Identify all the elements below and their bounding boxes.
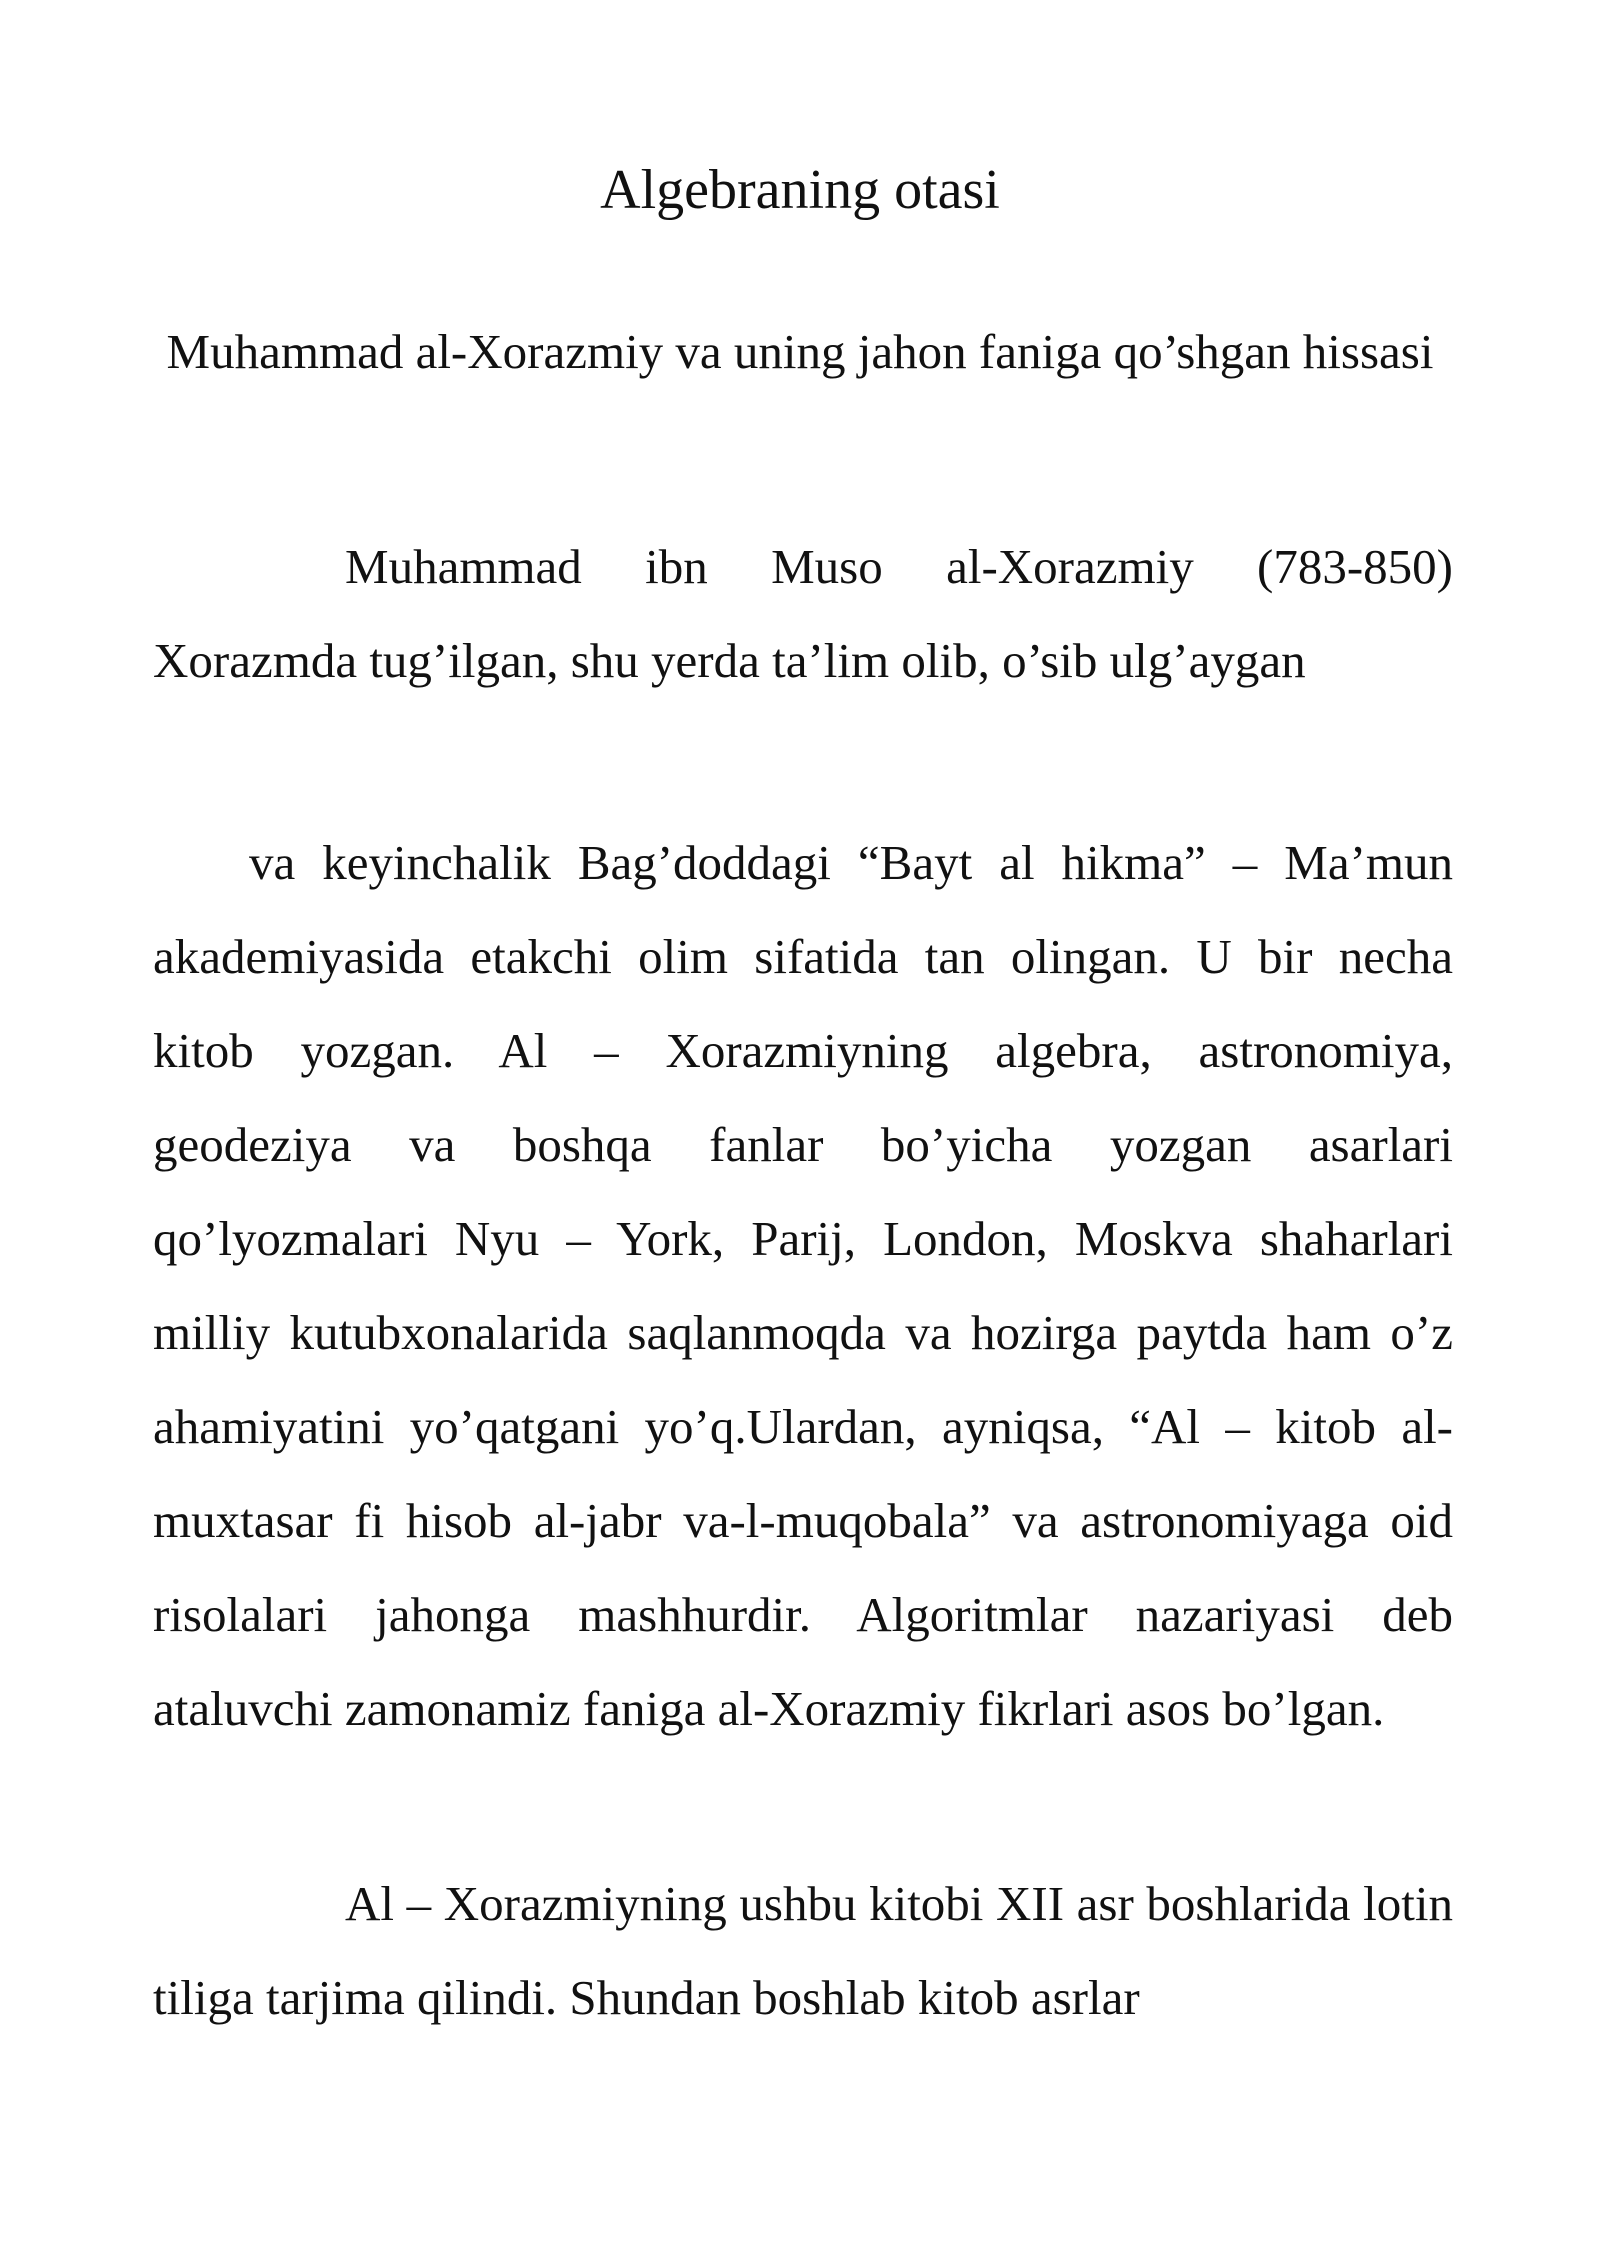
paragraph-2: va keyinchalik Bag’doddagi “Bayt al hikma” – Ma’mun akademiyasida etakchi olim sifatida tan olingan. U bir necha kitob yozgan. Al – Xorazmiyning algebra, astronomiya, geodeziya va boshqa fanlar bo’yicha yozgan asarlari qo’lyozmalari Nyu – York, Parij, London, Moskva shaharlari milliy kutubxonalarida saqlanmoqda va hozirga paytda ham o’z ahamiyatini yo’qatgani yo’q.Ulardan, ayniqsa, “Al – kitob al-muxtasar fi hisob al-jabr va-l-muqobala” va astronomiyaga oid risolalari jahonga mashhurdir. Algoritmlar nazariyasi deb ataluvchi zamonamiz faniga al-Xorazmiy fikrlari asos bo’lgan. xyxy=(153,835,1453,1736)
paragraph-1: Muhammad ibn Muso al-Xorazmiy (783-850) Xorazmda tug’ilgan, shu yerda ta’lim olib, o’sib ulg’aygan xyxy=(153,539,1453,688)
document-subtitle: Muhammad al-Xorazmiy va uning jahon faniga qo’shgan hissasi xyxy=(166,324,1434,379)
document-title: Algebraning otasi xyxy=(600,159,1000,221)
paragraph-3: Al – Xorazmiyning ushbu kitobi XII asr boshlarida lotin tiliga tarjima qilindi. Shundan boshlab kitob asrlar xyxy=(153,1876,1453,2025)
